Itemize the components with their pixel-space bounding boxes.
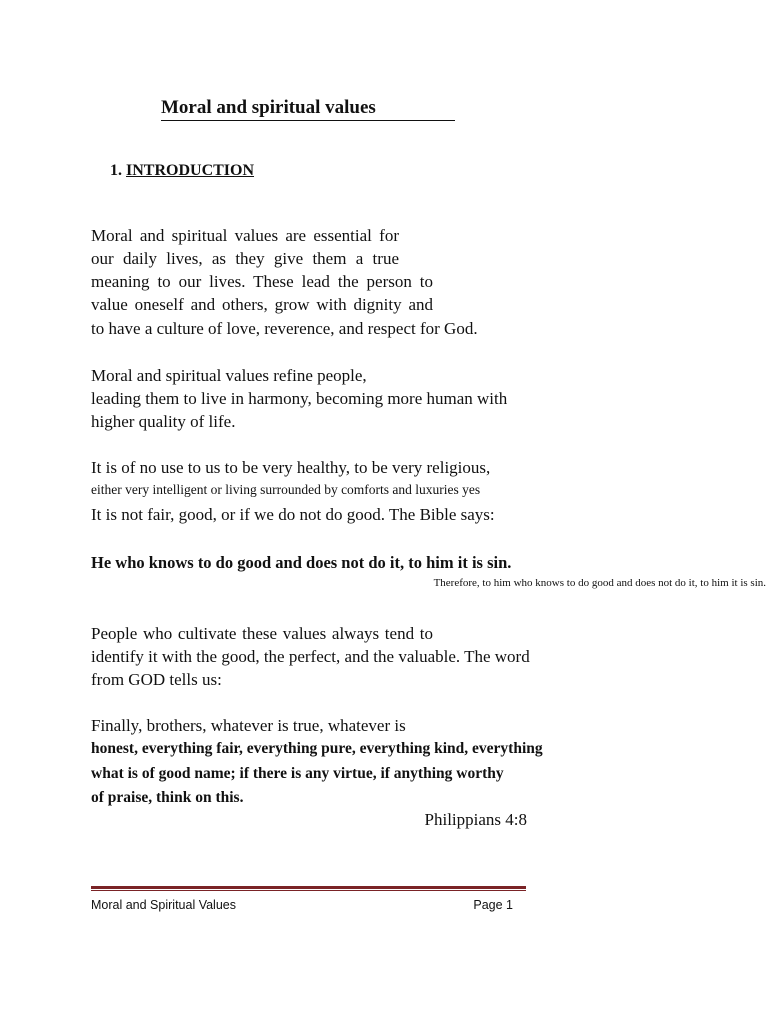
bible-quote-1: He who knows to do good and does not do it, to him it is sin. [91,553,512,572]
bible-quote-2-line-3: what is of good name; if there is any virtue, if anything worthy [91,765,504,782]
bible-quote-2-line-2: honest, everything fair, everything pure, everything kind, everything [91,740,543,757]
paragraph-4-line-3: from GOD tells us: [91,670,222,689]
bible-reference: Philippians 4:8 [424,810,527,829]
paragraph-4-line-1: People who cultivate these values always tend to [91,624,433,643]
paragraph-4-line-2: identify it with the good, the perfect, and the valuable. The word [91,647,530,666]
paragraph-2-line-2: leading them to live in harmony, becoming more human with [91,389,508,408]
paragraph-1-line-4: value oneself and others, grow with dignity and [91,295,433,314]
section-number: 1. [110,162,122,179]
footer-document-title: Moral and Spiritual Values [91,898,236,912]
document-title: Moral and spiritual values [161,97,455,121]
section-heading [110,161,254,181]
footer-page-number: Page 1 [473,898,513,912]
paragraph-2-line-3: higher quality of life. [91,412,236,431]
bible-quote-2-line-1: Finally, brothers, whatever is true, whatever is [91,716,406,735]
paragraph-1-line-1: Moral and spiritual values are essential for [91,226,399,245]
footer-rule-thick [91,886,526,889]
paragraph-1-line-5: to have a culture of love, reverence, and respect for God. [91,319,478,338]
paragraph-3-line-1: It is of no use to us to be very healthy, to be very religious, [91,458,491,477]
bible-quote-1-note: Therefore, to him who knows to do good and does not do it, to him it is sin. [433,577,766,589]
footer-rule-thin [91,890,526,891]
paragraph-3-line-2: either very intelligent or living surrounded by comforts and luxuries yes [91,482,481,497]
paragraph-1-line-3: meaning to our lives. These lead the person to [91,272,433,291]
paragraph-3-line-3: It is not fair, good, or if we do not do good. The Bible says: [91,505,495,524]
section-heading-text: INTRODUCTION [126,162,255,179]
paragraph-1-line-2: our daily lives, as they give them a true [91,249,399,268]
bible-quote-2-line-4: of praise, think on this. [91,789,244,806]
paragraph-2-line-1: Moral and spiritual values refine people, [91,366,367,385]
